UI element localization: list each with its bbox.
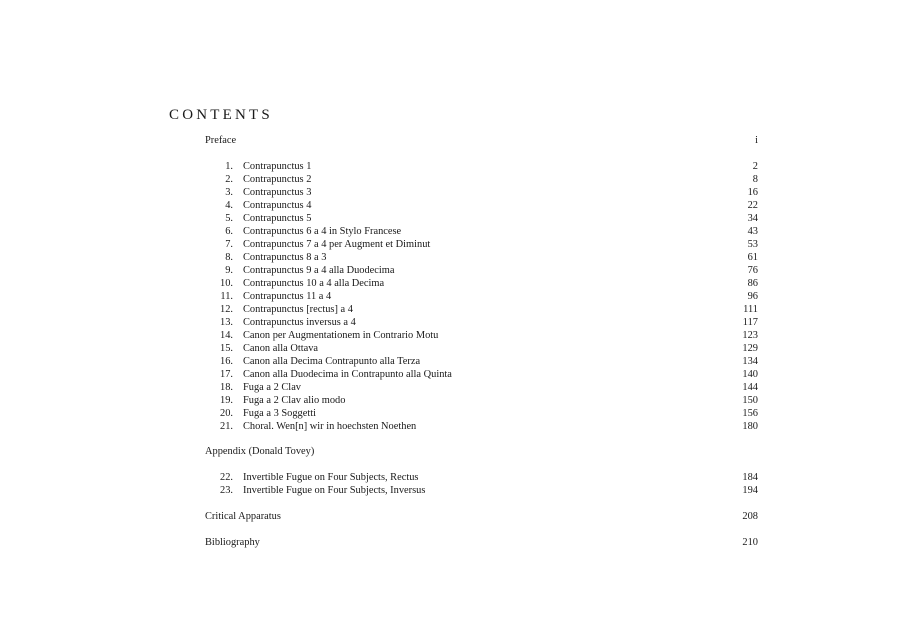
toc-entry: [205, 471, 758, 484]
entry-title: Contrapunctus 7 a 4 per Augment et Diminut: [243, 239, 431, 250]
entry-page: 86: [747, 278, 758, 289]
toc-entry: [205, 199, 758, 212]
entry-number: 12.: [220, 304, 233, 315]
toc-entry: [205, 173, 758, 186]
toc-entry: [205, 303, 758, 316]
entry-number: 11.: [220, 291, 233, 302]
entry-title: Contrapunctus [rectus] a 4: [243, 304, 353, 315]
toc-entry: [205, 329, 758, 342]
entry-number: 15.: [220, 343, 233, 354]
entry-title: Contrapunctus 8 a 3: [243, 252, 327, 263]
entry-title: Contrapunctus 6 a 4 in Stylo Francese: [243, 226, 402, 237]
toc-entry: [205, 368, 758, 381]
toc-entry: [205, 407, 758, 420]
toc-entry: [205, 264, 758, 277]
entry-page: 8: [752, 174, 758, 185]
entry-number: 23.: [220, 485, 233, 496]
entry-page: 156: [742, 408, 758, 419]
toc-entry-critical-apparatus: [205, 510, 758, 523]
toc-entry: [205, 381, 758, 394]
entry-title: Appendix (Donald Tovey): [205, 446, 315, 457]
entry-title: Fuga a 2 Clav: [243, 382, 302, 393]
entry-number: 8.: [225, 252, 233, 263]
entry-title: Choral. Wen[n] wir in hoechsten Noethen: [243, 421, 417, 432]
entry-title: Canon alla Ottava: [243, 343, 319, 354]
entry-number: 4.: [225, 200, 233, 211]
entry-number: 1.: [225, 161, 233, 172]
toc-entry: [205, 251, 758, 264]
page-title: CONTENTS: [169, 107, 273, 123]
entry-number: 6.: [225, 226, 233, 237]
toc-entry-bibliography: [205, 536, 758, 549]
entry-title: Fuga a 3 Soggetti: [243, 408, 317, 419]
entry-page: 144: [742, 382, 758, 393]
toc-entry: [205, 277, 758, 290]
entry-title: Canon alla Duodecima in Contrapunto alla Quinta: [243, 369, 452, 380]
entry-title: Contrapunctus 5: [243, 213, 312, 224]
entry-title: Canon per Augmentationem in Contrario Motu: [243, 330, 439, 341]
entry-number: 19.: [220, 395, 233, 406]
entry-page: i: [755, 135, 758, 146]
entry-title: Bibliography: [205, 537, 260, 548]
entry-page: 34: [747, 213, 758, 224]
entry-page: 76: [747, 265, 758, 276]
entry-page: 22: [747, 200, 758, 211]
entry-number: 9.: [225, 265, 233, 276]
entry-number: 18.: [220, 382, 233, 393]
entry-number: 3.: [225, 187, 233, 198]
entry-title: Canon alla Decima Contrapunto alla Terza: [243, 356, 421, 367]
entry-title: Contrapunctus 4: [243, 200, 312, 211]
entry-number: 5.: [225, 213, 233, 224]
entry-page: 208: [742, 511, 758, 522]
entry-page: 210: [742, 537, 758, 548]
toc-entry: [205, 290, 758, 303]
entry-number: 13.: [220, 317, 233, 328]
toc-entry: [205, 420, 758, 433]
entry-number: 16.: [220, 356, 233, 367]
entry-page: 123: [742, 330, 758, 341]
entry-page: 16: [747, 187, 758, 198]
entry-title: Contrapunctus inversus a 4: [243, 317, 356, 328]
entry-title: Contrapunctus 9 a 4 alla Duodecima: [243, 265, 395, 276]
entry-title: Invertible Fugue on Four Subjects, Inversus: [243, 485, 426, 496]
entry-page: 111: [743, 304, 758, 315]
entry-title: Preface: [205, 135, 237, 146]
entry-page: 61: [747, 252, 758, 263]
entry-title: Contrapunctus 10 a 4 alla Decima: [243, 278, 385, 289]
entry-page: 129: [742, 343, 758, 354]
toc-entry: [205, 160, 758, 173]
entry-page: 134: [742, 356, 758, 367]
toc-entry-appendix: [205, 445, 758, 458]
entry-title: Fuga a 2 Clav alio modo: [243, 395, 346, 406]
entry-page: 150: [742, 395, 758, 406]
entry-page: 194: [742, 485, 758, 496]
entry-title: Contrapunctus 3: [243, 187, 312, 198]
entry-number: 14.: [220, 330, 233, 341]
toc-entry: [205, 355, 758, 368]
entry-page: 43: [747, 226, 758, 237]
entry-number: 21.: [220, 421, 233, 432]
toc-entry: [205, 484, 758, 497]
entry-page: 184: [742, 472, 758, 483]
entry-title: Contrapunctus 1: [243, 161, 312, 172]
toc-entry: [205, 186, 758, 199]
toc-entry: [205, 238, 758, 251]
toc-entry: [205, 316, 758, 329]
entry-number: 7.: [225, 239, 233, 250]
entry-title: Contrapunctus 2: [243, 174, 312, 185]
entry-page: 53: [747, 239, 758, 250]
entry-page: 2: [752, 161, 758, 172]
entry-title: Invertible Fugue on Four Subjects, Rectus: [243, 472, 419, 483]
entry-page: 180: [742, 421, 758, 432]
entry-title: Critical Apparatus: [205, 511, 281, 522]
entry-page: 140: [742, 369, 758, 380]
entry-title: Contrapunctus 11 a 4: [243, 291, 332, 302]
entry-page: 117: [742, 317, 758, 328]
toc-entry-preface: [205, 134, 758, 147]
entry-number: 20.: [220, 408, 233, 419]
toc-entry: [205, 342, 758, 355]
entry-number: 17.: [220, 369, 233, 380]
entry-number: 22.: [220, 472, 233, 483]
toc-entry: [205, 212, 758, 225]
toc-entry: [205, 225, 758, 238]
entry-number: 10.: [220, 278, 233, 289]
entry-number: 2.: [225, 174, 233, 185]
entry-page: 96: [747, 291, 758, 302]
toc-entry: [205, 394, 758, 407]
